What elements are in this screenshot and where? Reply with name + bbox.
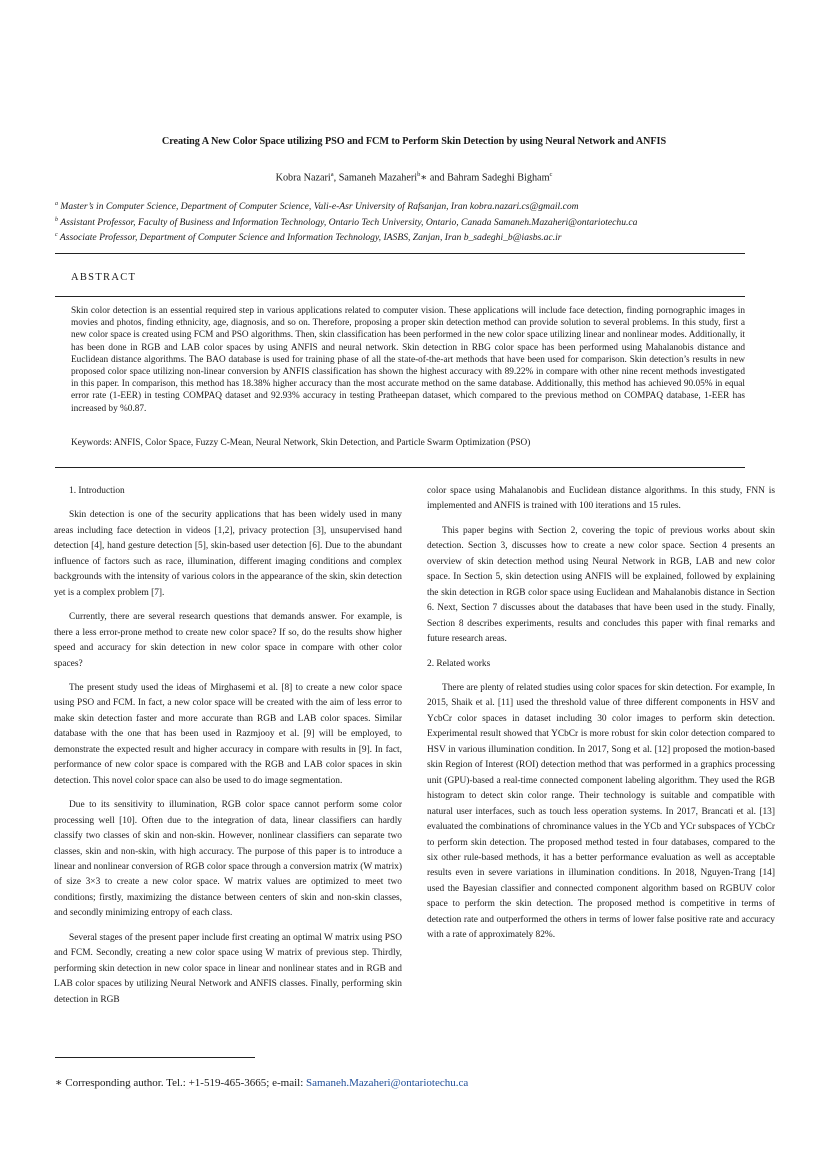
abstract-body [71,305,745,415]
author-affil-mark: b [417,171,421,178]
affil-mark: c [55,232,58,239]
affil-mark: a [55,201,58,207]
author-name: Kobra Nazari [275,172,331,184]
author-separator: , [333,172,339,184]
affil-mark: b [55,216,58,223]
divider-top [55,253,745,254]
paragraph: There are plenty of related studies using color spaces for skin detection. For example, In 2015, Shaik et al. [11] used the threshold value of three different components in HSV and YcbCr color spaces in dataset including 30 color images to perform skin detection. Experimental result showed that YCbCr is more robust for skin color detection compared to HSV in various illumination condition. In 2017, Song et al. [12] proposed the motion-based skin Region of Interest (ROI) detection method that was performed in a graphics processing unit (GPU)-based a real-time connected component labeling algorithm. They used the RGB histogram to detect skin color range. Their technology is suitable and compatible with natural user interfaces, such as touch less operation systems. In 2017, Brancati et al. [13] evaluated the combinations of chrominance values in the YCb and YCr subspaces of YCbCr to perform skin detection. The proposed method tested in four databases, compared to the six other rule-based methods, it has a better performance evaluation as well as acceptable results even in severe variations in illumination conditions. In 2018, Nguyen-Trang [14] used the Bayesian classifier and connected component algorithm based on RGBUV color space to perform the skin detection. The proposed method is competitive in terms of detection rate and outperformed the others in terms of lower false positive rate and accuracy with a rate of approximately 82%. [427,682,775,941]
right-column [427,484,775,953]
divider-bottom [55,467,745,468]
paragraph: Currently, there are several research questions that demands answer. For example, is there a less error-prone method to create new color space? If so, do the results show higher speed and accuracy for skin detection in new color space in compare with other color spaces? [54,612,402,669]
paragraph: The present study used the ideas of Mirghasemi et al. [8] to create a new color space using PSO and FCM. In fact, a new color space will be created with the aim of less error to make skin detection faster and more accurate than RGB and LAB color spaces. Similar database with the one that has been used in Razmjooy et al. [9] will be employed, to demonstrate the expected result and higher accuracy in compare with results in [9]. In fact, performance of new color space is compared with the RGB and LAB color spaces in skin detection. This novel color space can also be used to do image segmentation. [54,682,402,786]
author-name: Bahram Sadeghi Bigham [447,172,550,184]
footnote-mark: ∗ [55,1077,63,1089]
author-affil-mark: c [549,171,553,178]
footnote-rule [55,1057,255,1058]
keywords: Keywords: ANFIS, Color Space, Fuzzy C-Mean, Neural Network, Skin Detection, and Particle Swarm Optimization (PSO) [71,438,531,448]
affil-text: Master’s in Computer Science, Department of Computer Science, Vali-e-Asr University of Rafsanjan, Iran kobra.nazari.cs@gmail.com [60,201,579,213]
affiliations [55,198,755,245]
author-affil-mark: a [330,171,334,178]
section-heading: 1. Introduction [69,486,125,496]
author-name: Samaneh Mazaheri [338,172,418,184]
divider-abstract [55,296,745,297]
paper-title: Creating A New Color Space utilizing PSO and FCM to Perform Skin Detection by using Neural Network and ANFIS [161,136,667,147]
paragraph: This paper begins with Section 2, covering the topic of previous works about skin detection. Section 3, discusses how to create a new color space. Section 4 presents an overview of skin detection method using Neural Network in RGB, LAB and new color space. In Section 5, skin detection using ANFIS will be explained, followed by explaining the skin detection in RGB color space using Euclidean and Mahalanobis distance in Section 6. Next, Section 7 discusses about the databases that have been used in the study. Finally, Section 8 describes experiments, results and concludes this paper with final remarks and future research areas. [427,525,775,645]
paragraph: Several stages of the present paper include first creating an optimal W matrix using PSO and FCM. Secondly, creating a new color space using W matrix of previous step. Thirdly, performing skin detection in new color space in linear and nonlinear states and in RGB and LAB color spaces by utilizing Neural Network and ANFIS classes. Finally, performing skin detection in RGB [54,932,402,1005]
footnote-email-link[interactable]: Samaneh.Mazaheri@ontariotechu.ca [306,1077,469,1089]
section-heading: 2. Related works [427,658,491,669]
affil-text: Assistant Professor, Faculty of Business and Information Technology, Ontario Tech University, Ontario, Canada Samaneh.Mazaheri@ontariotechu.ca [60,216,638,228]
abstract-heading: ABSTRACT [71,272,137,283]
paragraph-continued: color space using Mahalanobis and Euclidean distance algorithms. In this study, FNN is implemented and ANFIS is trained with 100 iterations and 15 rules. [427,486,775,512]
paragraph: Skin detection is one of the security applications that has been widely used in many areas including face detection in videos [1,2], privacy protection [3], unsupervised hand detection [4], hand gesture detection [5], skin-based user detection [6]. Due to the abundant influence of factors such as race, illumination, different imaging conditions and complex backgrounds with the intensity of various colors in the appearance of the skin, skin detection yet is a complex problem [7]. [54,510,402,598]
affiliation-line [55,198,755,214]
footnote [55,1076,468,1089]
left-column [54,484,402,1017]
footnote-text: Corresponding author. Tel.: +1-519-465-3665; e-mail: [62,1077,307,1089]
author-list [40,171,788,183]
paragraph: Due to its sensitivity to illumination, RGB color space cannot perform some color processing well [10]. Often due to the integration of data, linear classifiers can hardly classify two classes of skin and non-skin. However, nonlinear classifiers can separate two classes, skin and non-skin, with high accuracy. The purpose of this paper is to introduce a linear and nonlinear conversion of RGB color space through a conversion matrix (W matrix) of size 3×3 to create a new color space. W matrix values are optimized to meet two conditions; firstly, maximizing the distance between centers of skin and non-skin classes, and secondly minimizing entropy of each class. [54,800,402,919]
affil-text: Associate Professor, Department of Computer Science and Information Technology, IASBS, Zanjan, Iran b_sadeghi_b@iasbs.ac.ir [59,232,562,244]
affiliation-line [55,214,755,230]
author-separator: ∗ and [420,172,448,184]
abstract-text: Skin color detection is an essential required step in various applications related to computer vision. These applications will include face detection, finding pornographic images in movies and photos, finding ethnicity, age, diagnosis, and so on. Therefore, proposing a proper skin detection method can provide solution to several problems. In this study, first a new color space is created using FCM and PSO algorithms. Then, skin classification has been performed in the new color space utilizing linear and nonlinear modes. Additionally, it has been done in RGB and LAB color spaces by using ANFIS and neural network. Skin detection in RBG color space has been performed using Mahalanobis distance and Euclidean distance algorithms. The BAO database is used for training phase of all the state-of-the-art methods that have been used for comparison. Skin detection’s results in new proposed color space utilizing non-linear conversion by ANFIS classification has shown the highest accuracy with 89.22% in compare with other nine recent methods investigated in this paper. In comparison, this method has 18.38% higher accuracy than the most accurate method on the same database. Additionally, this method has achieved 90.05% in equal error rate (1-EER) in testing COMPAQ dataset and 92.93% accuracy in testing Pratheepan dataset, which compared to the previous method on COMPAQ database, 1-EER has increased by %0.87. [71,306,745,414]
affiliation-line [55,229,755,245]
